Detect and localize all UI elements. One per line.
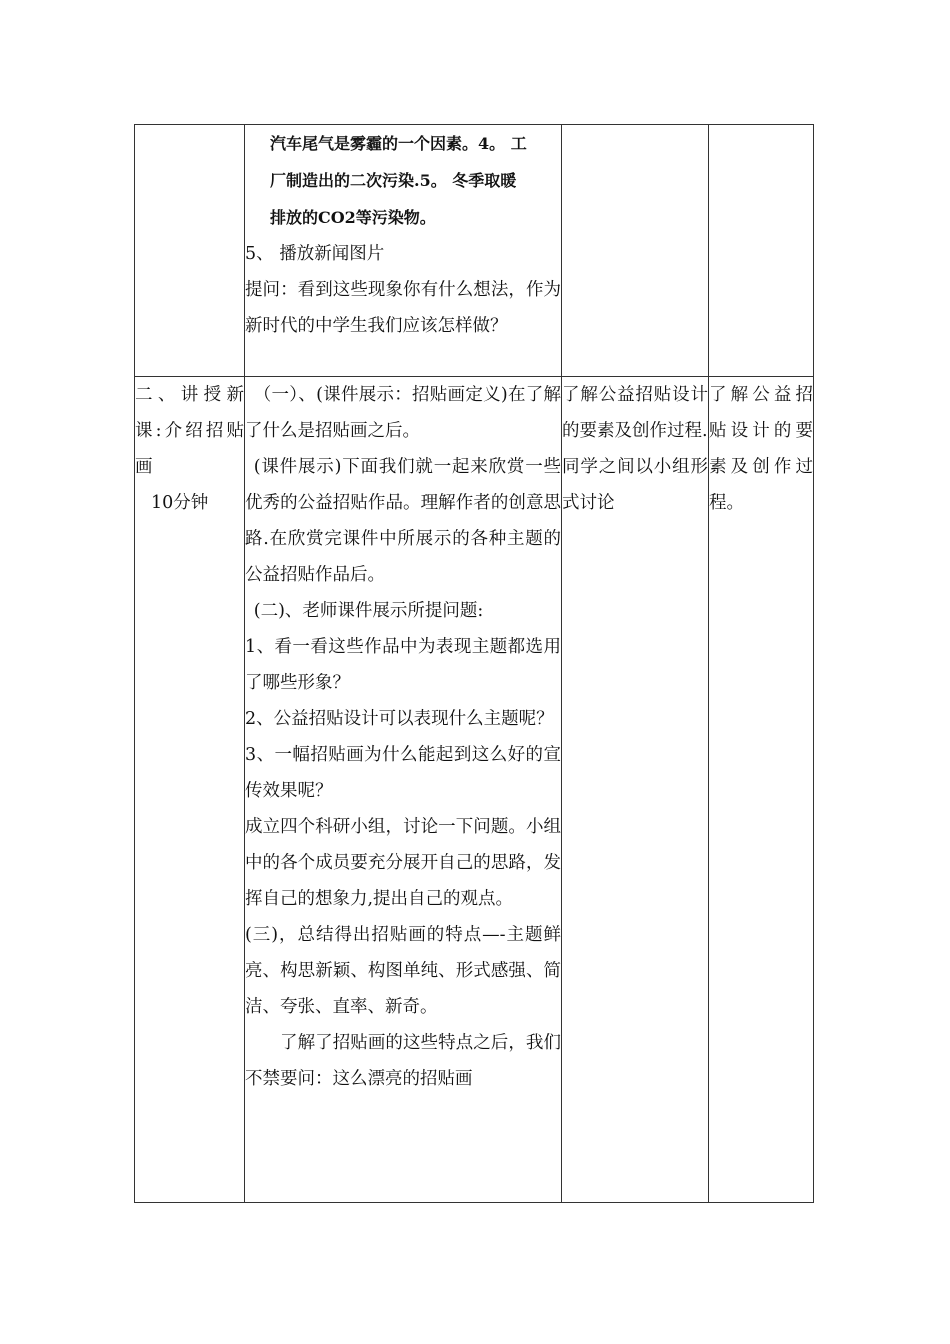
question-1: 1、看一看这些作品中为表现主题都选用了哪些形象？ (245, 637, 561, 693)
bold-line-1: 汽车尾气是雾霾的一个因素。4。 工 (270, 134, 527, 153)
paragraph-3: (二)、老师课件展示所提问题: (253, 601, 484, 621)
row1-stage-cell (135, 125, 245, 377)
row1-goal-cell (709, 125, 814, 377)
row2-student-cell (562, 377, 709, 1203)
student-activity-1: 了解公益招贴设计的要素及创作过程. (562, 385, 708, 441)
item-5-text: 5、 播放新闻图片 (245, 244, 385, 264)
paragraph-6: 了解了招贴画的这些特点之后，我们不禁要问：这么漂亮的招贴画 (245, 1033, 561, 1089)
question-2: 2、公益招贴设计可以表现什么主题呢？ (245, 709, 554, 729)
paragraph-1: （一）、(课件展示：招贴画定义)在了解了什么是招贴画之后。 (245, 385, 561, 441)
question-text: 提问：看到这些现象你有什么想法，作为新时代的中学生我们应该怎样做？ (245, 280, 561, 336)
paragraph-5: (三)，总结得出招贴画的特点—-主题鲜亮、构思新颖、构图单纯、形式感强、简洁、夸张、直率、新奇。 (245, 925, 561, 1017)
paragraph-4: 成立四个科研小组，讨论一下问题。小组中的各个成员要充分展开自己的思路，发挥自己的想象力,提出自己的观点。 (245, 817, 561, 909)
row2-teaching-cell (245, 377, 562, 1203)
row1-teaching-cell (245, 125, 562, 377)
row2-goal-cell (709, 377, 814, 1203)
goal-text: 了解公益招贴设计的要素及创作过程。 (709, 385, 813, 513)
paragraph-2: (课件展示)下面我们就一起来欣赏一些优秀的公益招贴作品。理解作者的创意思路.在欣赏完课件中所展示的各种主题的公益招贴作品后。 (245, 457, 561, 585)
section-title: 二、讲授新课:介绍招贴画 (135, 385, 244, 477)
table-row (135, 125, 814, 377)
row2-stage-cell (135, 377, 245, 1203)
table-row (135, 377, 814, 1203)
question-3: 3、一幅招贴画为什么能起到这么好的宣传效果呢？ (245, 745, 561, 801)
bold-line-3: 排放的CO2等污染物。 (270, 208, 436, 227)
lesson-plan-table (134, 124, 814, 1203)
bold-line-2: 厂制造出的二次污染.5。 冬季取暖 (270, 171, 517, 190)
student-activity-2: 同学之间以小组形式讨论 (562, 457, 708, 513)
row1-student-cell (562, 125, 709, 377)
duration-text: 10分钟 (151, 493, 209, 513)
